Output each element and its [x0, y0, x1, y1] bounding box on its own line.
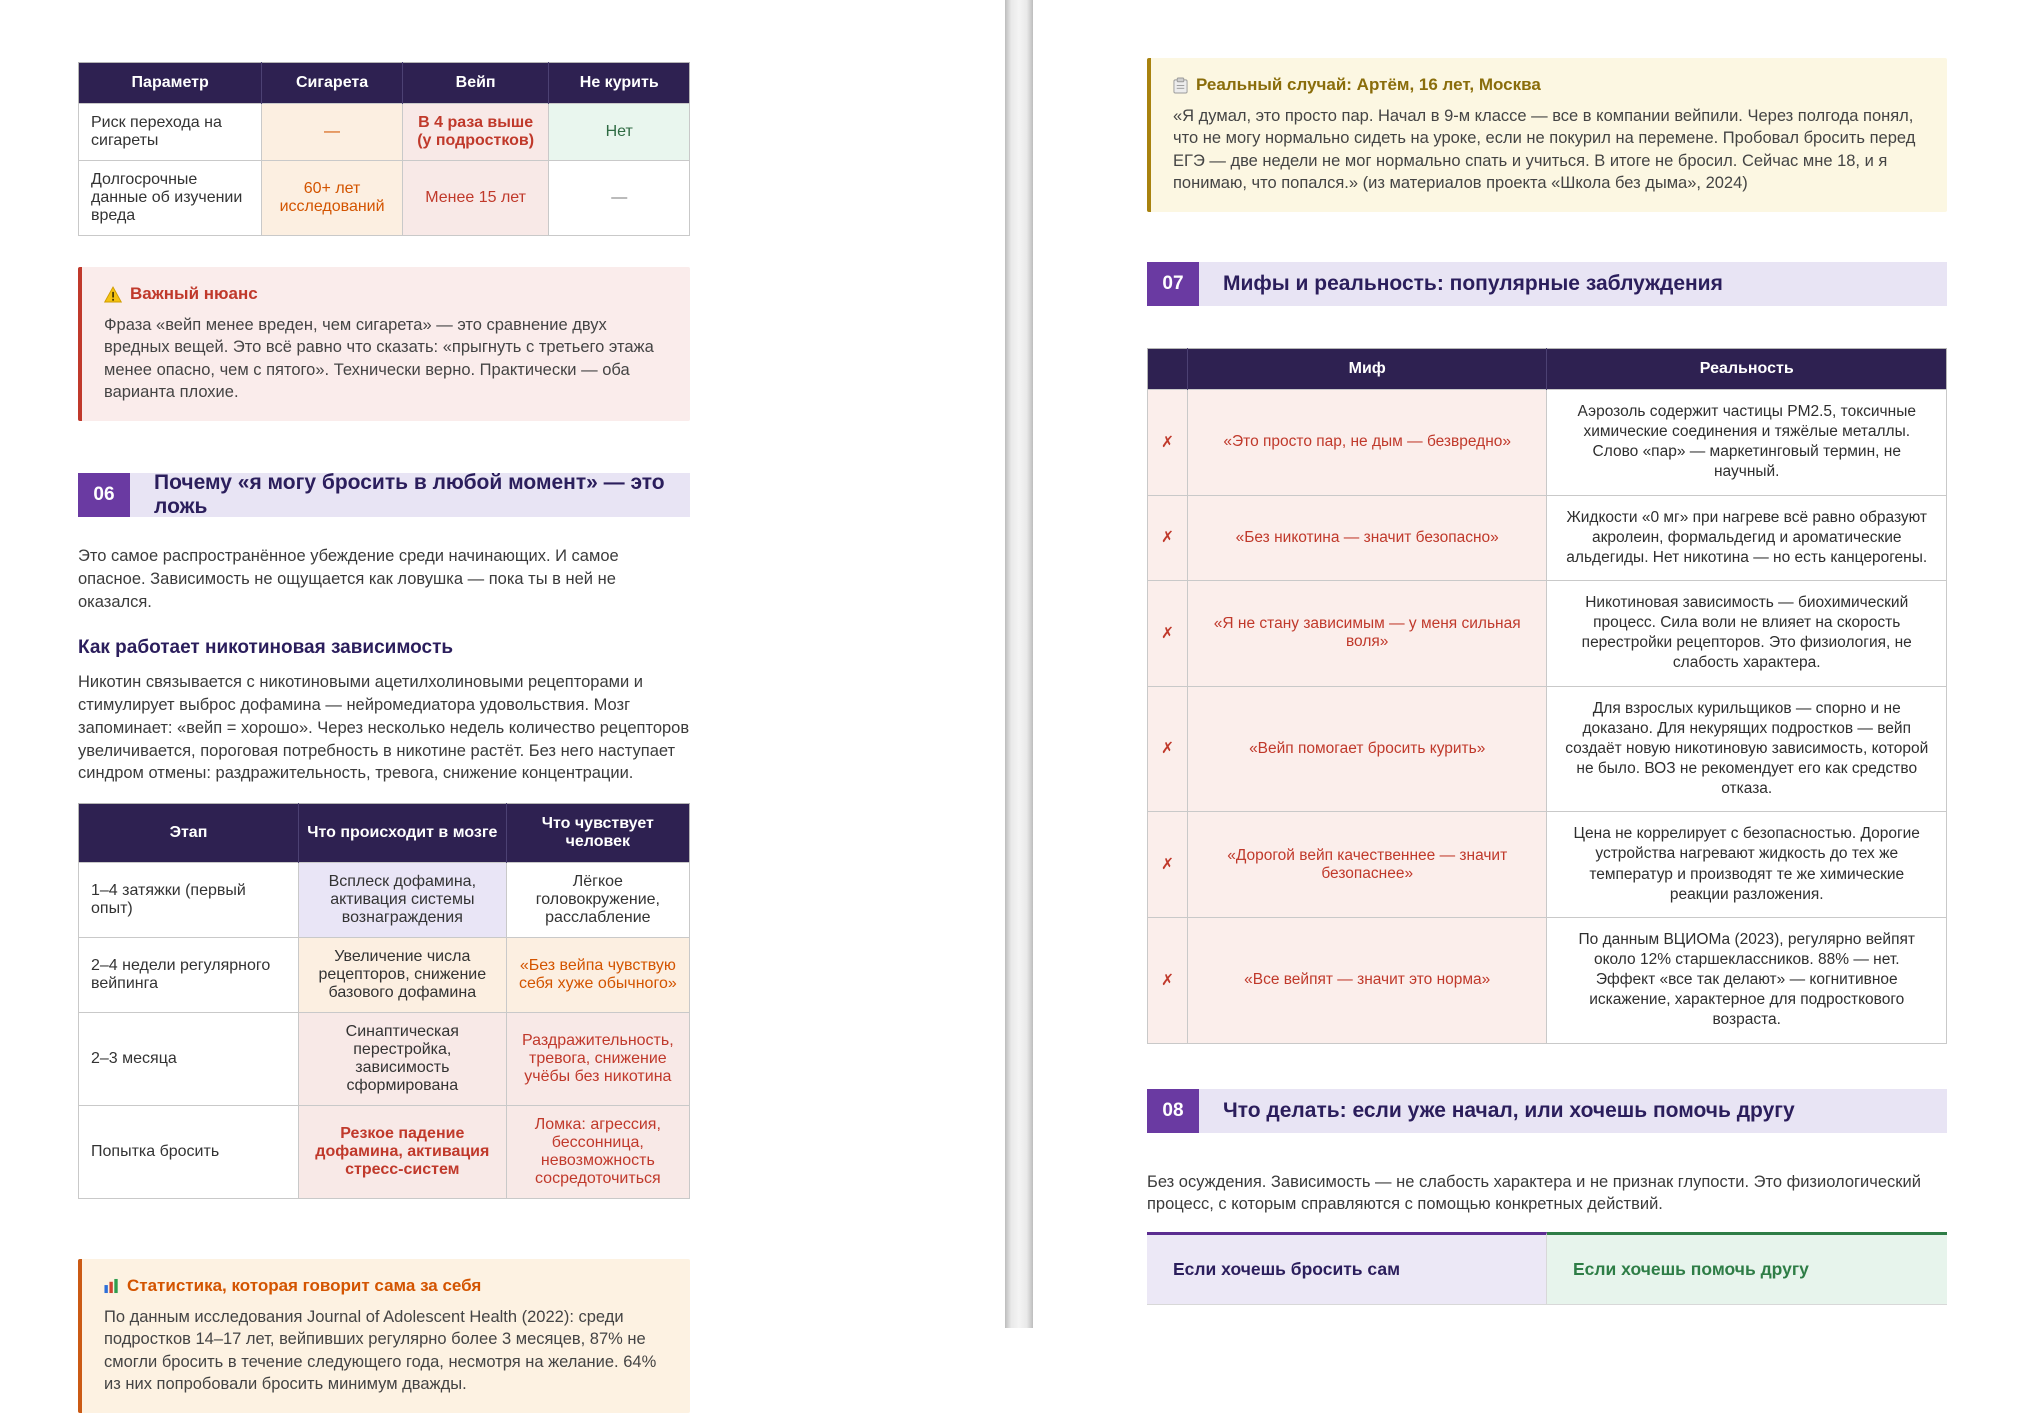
callout-body: Фраза «вейп менее вреден, чем сигарета» — это сравнение двух вредных вещей. Это всё равно что сказать: «прыгнуть с третьего этажа менее опасно, чем с пятого». Технически верно. Практически — оба варианта плохие. [104, 316, 654, 401]
column-header-stage: Этап [79, 804, 299, 863]
table-row [79, 104, 690, 161]
important-nuance-callout [78, 267, 690, 421]
callout-title: Статистика, которая говорит сама за себя [127, 1276, 482, 1296]
cross-mark: ✗ [1148, 686, 1188, 812]
cross-mark: ✗ [1148, 495, 1188, 580]
section-title: Мифы и реальность: популярные заблуждения [1199, 262, 1947, 306]
clipboard-icon [1173, 77, 1188, 94]
bar-chart-icon [104, 1278, 119, 1294]
table-row [1148, 581, 1947, 687]
cross-mark: ✗ [1148, 581, 1188, 687]
section-header-07 [1147, 262, 1947, 306]
cell-nosmoke: Нет [549, 104, 690, 161]
cell-reality: Жидкости «0 мг» при нагреве всё равно образуют акролеин, формальдегид и ароматические альдегиды. Нет никотина — но есть канцерогены. [1547, 495, 1947, 580]
help-column-self: Если хочешь бросить сам [1147, 1232, 1547, 1305]
table-row [1148, 812, 1947, 918]
cell-myth: «Дорогой вейп качественнее — значит безопаснее» [1187, 812, 1547, 918]
cross-mark: ✗ [1148, 390, 1188, 496]
cross-mark: ✗ [1148, 812, 1188, 918]
section-number: 06 [78, 473, 130, 517]
cell-stage: 1–4 затяжки (первый опыт) [79, 863, 299, 938]
cross-mark: ✗ [1148, 917, 1188, 1043]
cell-reality: По данным ВЦИОМа (2023), регулярно вейпят около 12% старшеклассников. 88% — нет. Эффект «все так делают» — когнитивное искажение, характерное для подросткового возраста. [1547, 917, 1947, 1043]
cell-stage: Попытка бросить [79, 1106, 299, 1199]
real-case-callout [1147, 58, 1947, 212]
callout-title-row [104, 1276, 668, 1296]
stages-table-header-row [79, 804, 690, 863]
section-header-08 [1147, 1089, 1947, 1133]
myths-table-header-row [1148, 349, 1947, 390]
cell-reality: Аэрозоль содержит частицы PM2.5, токсичные химические соединения и тяжёлые металлы. Слово «пар» — маркетинговый термин, не научный. [1547, 390, 1947, 496]
intro-paragraph: Это самое распространённое убеждение среди начинающих. И самое опасное. Зависимость не ощущается как ловушка — пока ты в ней не оказался. [78, 547, 619, 611]
cell-cigarette: — [262, 104, 403, 161]
table-row [1148, 390, 1947, 496]
cell-parameter: Риск перехода на сигареты [79, 104, 262, 161]
cell-brain: Резкое падение дофамина, активация стресс-систем [298, 1106, 506, 1199]
subheading-nicotine-dependence: Как работает никотиновая зависимость [78, 637, 454, 659]
cell-myth: «Это просто пар, не дым — безвредно» [1187, 390, 1547, 496]
mechanism-paragraph: Никотин связывается с никотиновыми ацетилхолиновыми рецепторами и стимулирует выброс дофамина — нейромедиатора удовольствия. Мозг запоминает: «вейп = хорошо». Через несколько недель количество рецепторов увеличивается, пороговая потребность в никотине растёт. Без него наступает синдром отмены: раздражительность, тревога, снижение концентрации. [78, 673, 690, 783]
column-header-vape: Вейп [402, 63, 549, 104]
cell-feel: Лёгкое головокружение, расслабление [506, 863, 689, 938]
cell-reality: Никотиновая зависимость — биохимический процесс. Сила воли не влияет на скорость перестройки рецепторов. Это физиология, не слабость характера. [1547, 581, 1947, 687]
cell-myth: «Я не стану зависимым — у меня сильная воля» [1187, 581, 1547, 687]
column-header-mark [1148, 349, 1188, 390]
cell-feel: Ломка: агрессия, бессонница, невозможность сосредоточиться [506, 1106, 689, 1199]
callout-body: По данным исследования Journal of Adolescent Health (2022): среди подростков 14–17 лет, вейпивших регулярно более 3 месяцев, 87% не смогли бросить в течение следующего года, несмотря на желание. 64% из них попробовали бросить минимум дважды. [104, 1308, 657, 1393]
cell-brain: Всплеск дофамина, активация системы вознаграждения [298, 863, 506, 938]
cell-myth: «Без никотина — значит безопасно» [1187, 495, 1547, 580]
table-row [79, 1106, 690, 1199]
section-number: 08 [1147, 1089, 1199, 1133]
table-row [79, 863, 690, 938]
document-page-right [1033, 0, 2034, 1328]
cell-reality: Цена не коррелирует с безопасностью. Дорогие устройства нагревают жидкость до тех же температур и производят те же химические реакции разложения. [1547, 812, 1947, 918]
cell-vape: Менее 15 лет [402, 161, 549, 236]
cell-reality: Для взрослых курильщиков — спорно и не доказано. Для некурящих подростков — вейп создаёт новую никотиновую зависимость, которой не было. ВОЗ не рекомендует его как средство отказа. [1547, 686, 1947, 812]
document-page-left [0, 0, 1005, 1393]
stages-table [78, 803, 690, 1199]
column-header-nosmoke: Не курить [549, 63, 690, 104]
table-row [79, 161, 690, 236]
callout-title: Реальный случай: Артём, 16 лет, Москва [1196, 75, 1541, 94]
column-header-cigarette: Сигарета [262, 63, 403, 104]
warning-icon [104, 286, 122, 303]
section-title: Почему «я могу бросить в любой момент» — это ложь [130, 473, 690, 517]
outro-paragraph: Без осуждения. Зависимость — не слабость характера и не признак глупости. Это физиологический процесс, с которым справляются с помощью конкретных действий. [1147, 1172, 1921, 1214]
table-row [79, 938, 690, 1013]
comparison-table [78, 62, 690, 236]
cell-stage: 2–3 месяца [79, 1013, 299, 1106]
callout-title-row [1173, 75, 1925, 95]
callout-title: Важный нюанс [130, 284, 258, 303]
table-row [1148, 917, 1947, 1043]
cell-brain: Синаптическая перестройка, зависимость сформирована [298, 1013, 506, 1106]
page-gap-divider [1005, 0, 1033, 1328]
help-table [1147, 1232, 1947, 1305]
cell-nosmoke: — [549, 161, 690, 236]
table-row [1148, 686, 1947, 812]
section-number: 07 [1147, 262, 1199, 306]
statistics-callout [78, 1259, 690, 1413]
column-header-reality: Реальность [1547, 349, 1947, 390]
table-row [79, 1013, 690, 1106]
section-title: Что делать: если уже начал, или хочешь помочь другу [1199, 1089, 1947, 1133]
column-header-myth: Миф [1187, 349, 1547, 390]
cell-myth: «Все вейпят — значит это норма» [1187, 917, 1547, 1043]
section-header-06 [78, 473, 690, 517]
cell-stage: 2–4 недели регулярного вейпинга [79, 938, 299, 1013]
cell-feel: Раздражительность, тревога, снижение учёбы без никотина [506, 1013, 689, 1106]
callout-title-row [104, 284, 668, 304]
column-header-feel: Что чувствует человек [506, 804, 689, 863]
cell-brain: Увеличение числа рецепторов, снижение базового дофамина [298, 938, 506, 1013]
cell-vape: В 4 раза выше (у подростков) [402, 104, 549, 161]
help-column-friend: Если хочешь помочь другу [1547, 1232, 1947, 1305]
cell-parameter: Долгосрочные данные об изучении вреда [79, 161, 262, 236]
myths-table [1147, 348, 1947, 1044]
comparison-table-header-row [79, 63, 690, 104]
callout-body: «Я думал, это просто пар. Начал в 9-м классе — все в компании вейпили. Через полгода понял, что не могу нормально сидеть на уроке, если не покурил на перемене. Пробовал бросить перед ЕГЭ — две недели не мог нормально спать и учиться. В итоге не бросил. Сейчас мне 18, и я понимаю, что попался.» (из материалов проекта «Школа без дыма», 2024) [1173, 107, 1916, 192]
table-row [1148, 495, 1947, 580]
column-header-parameter: Параметр [79, 63, 262, 104]
column-header-brain: Что происходит в мозге [298, 804, 506, 863]
cell-cigarette: 60+ лет исследований [262, 161, 403, 236]
cell-feel: «Без вейпа чувствую себя хуже обычного» [506, 938, 689, 1013]
cell-myth: «Вейп помогает бросить курить» [1187, 686, 1547, 812]
